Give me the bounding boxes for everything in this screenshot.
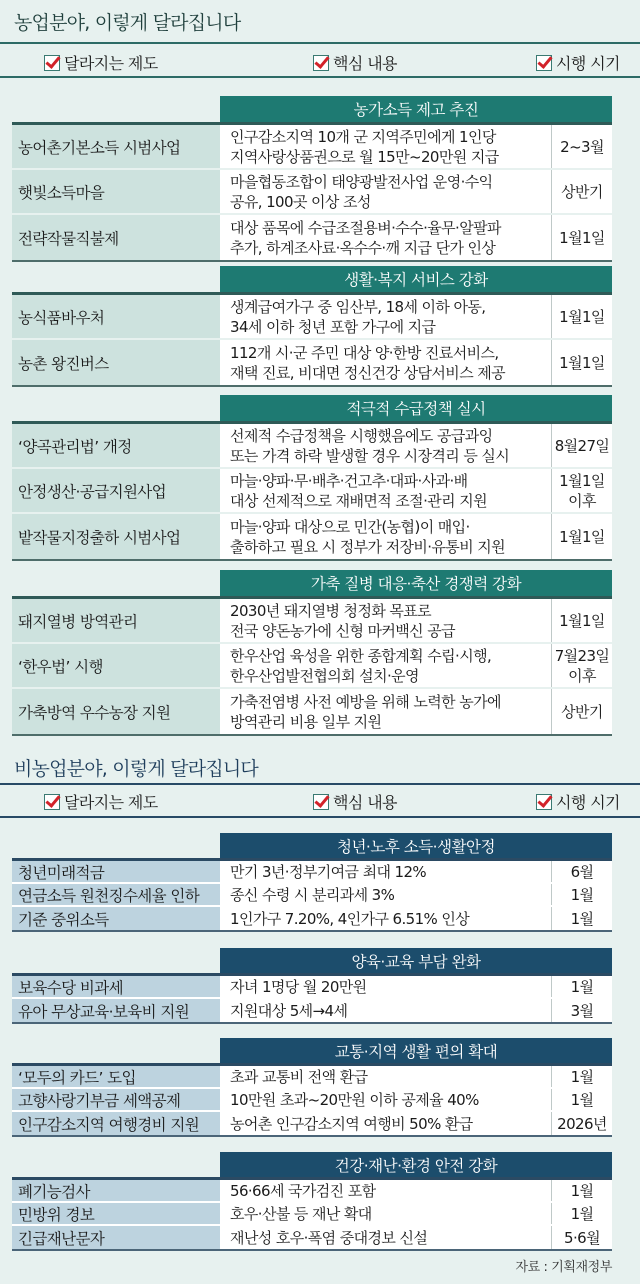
- table-row: [12, 599, 612, 644]
- policy-name: 폐기능검사: [12, 1180, 220, 1201]
- group-heading: 생활·복지 서비스 강화: [220, 266, 612, 292]
- content-line: 가축전염병 사전 예방을 위해 노력한 농가에: [230, 692, 501, 711]
- policy-name: ‘한우법’ 시행: [12, 644, 220, 687]
- date-line: 1월: [570, 1067, 594, 1086]
- group-heading: 교통·지역 생활 편의 확대: [220, 1038, 612, 1063]
- content-line: 34세 이하 청년 포함 가구에 지급: [230, 317, 436, 336]
- policy-content: [220, 861, 552, 882]
- content-line: 재택 진료, 비대면 정신건강 상담서비스 제공: [230, 363, 506, 382]
- content-line: 출하하고 필요 시 정부가 저장비·유통비 지원: [230, 537, 506, 556]
- table-row: [12, 1066, 612, 1089]
- content-line: 한우산업 육성을 위한 종합계획 수립·시행,: [230, 646, 492, 665]
- table-row: [12, 170, 612, 215]
- legend-label: 시행 시기: [556, 793, 620, 812]
- table-row: [12, 907, 612, 930]
- table-row: [12, 514, 612, 559]
- content-line: 마늘·양파 대상으로 민간(농협)이 매입·: [230, 517, 470, 536]
- content-line: 자녀 1명당 월 20만원: [230, 977, 367, 996]
- date-line: 3월: [570, 1001, 594, 1020]
- date-line: 1월: [570, 909, 594, 928]
- date-line: 8월27일: [554, 436, 610, 455]
- date-line: 6월: [570, 862, 594, 881]
- group-table: [12, 973, 612, 1024]
- policy-content: [220, 1203, 552, 1224]
- effective-date: [552, 340, 612, 385]
- policy-name: 농어촌기본소득 시범사업: [12, 125, 220, 168]
- divider-line: [0, 42, 640, 44]
- effective-date: [552, 1226, 612, 1249]
- date-line: 1월1일: [559, 611, 605, 630]
- group-table: [12, 596, 612, 736]
- legend-item: [313, 790, 397, 813]
- effective-date: [552, 514, 612, 559]
- policy-name: ‘모두의 카드’ 도입: [12, 1066, 220, 1087]
- content-line: 112개 시·군 주민 대상 양·한방 진료서비스,: [230, 343, 499, 362]
- table-row: [12, 424, 612, 469]
- policy-group: [12, 570, 612, 736]
- date-line: 1월: [570, 885, 594, 904]
- content-line: 2030년 돼지열병 청정화 목표로: [230, 601, 432, 620]
- policy-name: 민방위 경보: [12, 1203, 220, 1224]
- policy-name: 기준 중위소득: [12, 907, 220, 930]
- legend-label: 달라지는 제도: [64, 793, 158, 812]
- content-line: 추가, 하계조사료·옥수수·깨 지급 단가 인상: [230, 238, 496, 257]
- group-table: [12, 292, 612, 387]
- policy-name: 전략작물직불제: [12, 215, 220, 260]
- date-line: 2026년: [557, 1114, 607, 1133]
- group-table: [12, 1063, 612, 1137]
- policy-group: [12, 266, 612, 387]
- policy-group: [12, 1038, 612, 1137]
- legend-item: [536, 790, 620, 813]
- policy-name: ‘양곡관리법’ 개정: [12, 424, 220, 467]
- legend-item: [536, 51, 620, 74]
- table-row: [12, 1180, 612, 1203]
- policy-content: [220, 884, 552, 905]
- table-row: [12, 861, 612, 884]
- policy-content: [220, 215, 552, 260]
- table-row: [12, 215, 612, 260]
- date-line: 1월1일: [559, 353, 605, 372]
- table-row: [12, 1112, 612, 1135]
- policy-group: [12, 948, 612, 1024]
- effective-date: [552, 599, 612, 642]
- policy-name: 농식품바우처: [12, 295, 220, 338]
- content-line: 마늘·양파·무·배추·건고추·대파·사과·배: [230, 471, 468, 490]
- policy-group: [12, 833, 612, 932]
- policy-content: [220, 1180, 552, 1201]
- section-title: 비농업분야, 이렇게 달라집니다: [14, 758, 258, 780]
- table-row: [12, 340, 612, 385]
- legend-label: 핵심 내용: [333, 793, 397, 812]
- content-line: 한우산업발전협의회 설치·운영: [230, 666, 419, 685]
- content-line: 초과 교통비 전액 환급: [230, 1067, 368, 1086]
- table-row: [12, 976, 612, 999]
- group-table: [12, 1177, 612, 1251]
- checkbox-check-icon: [44, 55, 60, 71]
- date-line: 7월23일: [554, 646, 610, 665]
- date-line: 1월1일: [559, 527, 605, 546]
- content-line: 또는 가격 하락 발생할 경우 시장격리 등 실시: [230, 446, 510, 465]
- group-table: [12, 858, 612, 932]
- table-row: [12, 1226, 612, 1249]
- checkbox-check-icon: [44, 794, 60, 810]
- date-line: 이후: [568, 491, 596, 510]
- date-line: 1월1일: [559, 307, 605, 326]
- content-line: 방역관리 비용 일부 지원: [230, 712, 382, 731]
- policy-content: [220, 125, 552, 168]
- policy-name: 고향사랑기부금 세액공제: [12, 1089, 220, 1110]
- policy-group: [12, 1152, 612, 1251]
- content-line: 56·66세 국가검진 포함: [230, 1181, 376, 1200]
- content-line: 공유, 100곳 이상 조성: [230, 192, 371, 211]
- group-heading: 가축 질병 대응·축산 경쟁력 강화: [220, 570, 612, 596]
- effective-date: [552, 215, 612, 260]
- policy-content: [220, 907, 552, 930]
- effective-date: [552, 884, 612, 905]
- divider-line: [0, 816, 640, 818]
- policy-name: 인구감소지역 여행경비 지원: [12, 1112, 220, 1135]
- checkbox-check-icon: [313, 794, 329, 810]
- table-row: [12, 1089, 612, 1112]
- table-row: [12, 644, 612, 689]
- effective-date: [552, 976, 612, 997]
- date-line: 상반기: [561, 702, 603, 721]
- content-line: 농어촌 인구감소지역 여행비 50% 환급: [230, 1114, 473, 1133]
- table-row: [12, 884, 612, 907]
- policy-content: [220, 599, 552, 642]
- policy-content: [220, 1066, 552, 1087]
- date-line: 1월: [570, 1204, 594, 1223]
- effective-date: [552, 1203, 612, 1224]
- effective-date: [552, 170, 612, 213]
- content-line: 1인가구 7.20%, 4인가구 6.51% 인상: [230, 909, 470, 928]
- date-line: 2~3월: [560, 137, 604, 156]
- policy-group: [12, 395, 612, 561]
- effective-date: [552, 907, 612, 930]
- policy-content: [220, 295, 552, 338]
- policy-name: 가축방역 우수농장 지원: [12, 689, 220, 734]
- policy-content: [220, 644, 552, 687]
- checkbox-check-icon: [313, 55, 329, 71]
- policy-name: 안정생산·공급지원사업: [12, 469, 220, 512]
- table-row: [12, 295, 612, 340]
- group-table: [12, 421, 612, 561]
- content-line: 10만원 초과~20만원 이하 공제율 40%: [230, 1090, 479, 1109]
- content-line: 호우·산불 등 재난 확대: [230, 1204, 372, 1223]
- content-line: 마을협동조합이 태양광발전사업 운영·수익: [230, 172, 493, 191]
- source-note: 자료 : 기획재정부: [515, 1260, 612, 1275]
- table-row: [12, 469, 612, 514]
- date-line: 1월1일: [559, 228, 605, 247]
- policy-name: 돼지열병 방역관리: [12, 599, 220, 642]
- legend-item: [44, 51, 158, 74]
- date-line: 상반기: [561, 182, 603, 201]
- content-line: 대상 품목에 수급조절용벼·수수·율무·알팔파: [230, 218, 501, 237]
- effective-date: [552, 125, 612, 168]
- policy-content: [220, 340, 552, 385]
- checkbox-check-icon: [536, 794, 552, 810]
- section-title: 농업분야, 이렇게 달라집니다: [14, 12, 241, 34]
- date-line: 이후: [568, 666, 596, 685]
- effective-date: [552, 1112, 612, 1135]
- policy-name: 햇빛소득마을: [12, 170, 220, 213]
- group-table: [12, 122, 612, 262]
- date-line: 1월: [570, 1090, 594, 1109]
- group-heading: 양육·교육 부담 완화: [220, 948, 612, 973]
- effective-date: [552, 1089, 612, 1110]
- table-row: [12, 999, 612, 1022]
- policy-content: [220, 1226, 552, 1249]
- table-row: [12, 689, 612, 734]
- content-line: 재난성 호우·폭염 중대경보 신설: [230, 1228, 428, 1247]
- table-row: [12, 1203, 612, 1226]
- effective-date: [552, 689, 612, 734]
- policy-name: 농촌 왕진버스: [12, 340, 220, 385]
- content-line: 지역사랑상품권으로 월 15만~20만원 지급: [230, 147, 499, 166]
- date-line: 1월: [570, 1181, 594, 1200]
- policy-content: [220, 689, 552, 734]
- effective-date: [552, 295, 612, 338]
- policy-name: 보육수당 비과세: [12, 976, 220, 997]
- effective-date: [552, 1180, 612, 1201]
- effective-date: [552, 424, 612, 467]
- policy-content: [220, 976, 552, 997]
- group-heading: 청년·노후 소득·생활안정: [220, 833, 612, 858]
- legend-item: [44, 790, 158, 813]
- legend-item: [313, 51, 397, 74]
- policy-content: [220, 1089, 552, 1110]
- content-line: 선제적 수급정책을 시행했음에도 공급과잉: [230, 426, 493, 445]
- group-heading: 적극적 수급정책 실시: [220, 395, 612, 421]
- policy-name: 연금소득 원천징수세율 인하: [12, 884, 220, 905]
- table-row: [12, 125, 612, 170]
- content-line: 대상 선제적으로 재배면적 조절·관리 지원: [230, 491, 487, 510]
- legend-label: 시행 시기: [556, 54, 620, 73]
- policy-group: [12, 96, 612, 262]
- content-line: 지원대상 5세→4세: [230, 1001, 348, 1020]
- effective-date: [552, 644, 612, 687]
- effective-date: [552, 999, 612, 1022]
- date-line: 5·6월: [564, 1228, 600, 1247]
- effective-date: [552, 1066, 612, 1087]
- effective-date: [552, 469, 612, 512]
- date-line: 1월: [570, 977, 594, 996]
- date-line: 1월1일: [559, 471, 605, 490]
- policy-content: [220, 424, 552, 467]
- policy-name: 밭작물지정출하 시범사업: [12, 514, 220, 559]
- content-line: 전국 양돈농가에 신형 마커백신 공급: [230, 621, 456, 640]
- policy-content: [220, 1112, 552, 1135]
- policy-name: 유아 무상교육·보육비 지원: [12, 999, 220, 1022]
- content-line: 생계급여가구 중 임산부, 18세 이하 아동,: [230, 297, 486, 316]
- policy-content: [220, 469, 552, 512]
- checkbox-check-icon: [536, 55, 552, 71]
- divider-line: [0, 783, 640, 785]
- content-line: 종신 수령 시 분리과세 3%: [230, 885, 395, 904]
- legend-label: 달라지는 제도: [64, 54, 158, 73]
- policy-name: 청년미래적금: [12, 861, 220, 882]
- group-heading: 농가소득 제고 추진: [220, 96, 612, 122]
- content-line: 만기 3년·정부기여금 최대 12%: [230, 862, 427, 881]
- policy-name: 긴급재난문자: [12, 1226, 220, 1249]
- effective-date: [552, 861, 612, 882]
- policy-content: [220, 514, 552, 559]
- policy-content: [220, 170, 552, 213]
- content-line: 인구감소지역 10개 군 지역주민에게 1인당: [230, 127, 496, 146]
- divider-line: [0, 76, 640, 78]
- legend-label: 핵심 내용: [333, 54, 397, 73]
- policy-content: [220, 999, 552, 1022]
- group-heading: 건강·재난·환경 안전 강화: [220, 1152, 612, 1177]
